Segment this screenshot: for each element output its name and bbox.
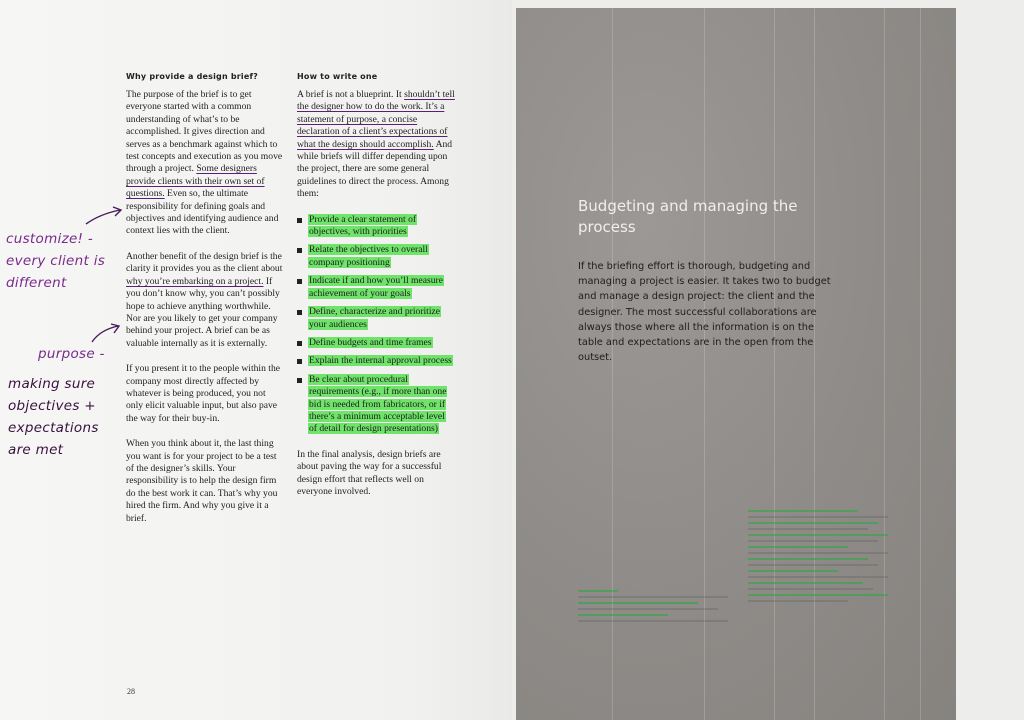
col1-heading: Why provide a design brief?	[126, 72, 258, 81]
page-number: 28	[127, 687, 135, 696]
col1-paragraph-4: When you think about it, the last thing you want is for your project to be a test of the designer’s skills. Your responsibility is to help the design firm do the best work it can. That’s why you hired the firm. And why you give it a brief.	[126, 438, 278, 524]
bleed-through-text	[748, 510, 898, 606]
list-item: Explain the internal approval process	[297, 355, 455, 367]
underlined-phrase: shouldn’t tell the designer how to do the work. It’s a statement of purpose, a concise declaration of a client’s expectations of what the design should accomplish.	[297, 89, 455, 150]
col1-paragraph-1: The purpose of the brief is to get everyone started with a common understanding of what’s to be accomplished. It gives direction and serves as a benchmark against which to test concepts and execution as you move through a project. Some designers provide clients with their own set of questions. Even so, the ultimate responsibility for defining goals and objectives and identifying audience and context lies with the client.	[126, 89, 283, 237]
arrow-icon	[82, 204, 126, 226]
list-item: Provide a clear statement of objectives, with priorities	[297, 214, 455, 239]
list-item: Relate the objectives to overall company positioning	[297, 244, 455, 269]
bleed-through-text	[578, 590, 738, 626]
list-item: Define budgets and time frames	[297, 337, 455, 349]
underlined-phrase: Some designers provide clients with their own set of questions.	[126, 163, 265, 200]
handwritten-note-objectives: making sure objectives + expectations are met	[8, 376, 99, 458]
guidelines-list	[297, 214, 455, 436]
col1-text	[126, 89, 284, 538]
col2-text	[297, 89, 455, 511]
list-item: Be clear about procedural requirements (e.g., if more than one bid is needed from fabricators, or if there’s a minimum acceptable level of detail for design presentations)	[297, 374, 455, 436]
col1-paragraph-3: If you present it to the people within the company most directly affected by whatever is being produced, you not only elicit valuable input, but also pave the way for their buy-in.	[126, 363, 280, 424]
col1-paragraph-2: Another benefit of the design brief is the clarity it provides you as the client about why you’re embarking on a project. If you don’t know why, you can’t possibly hope to achieve anything worthwhile. Nor are you likely to get your company behind your project. A brief can be as valuable internally as it is externally.	[126, 250, 283, 349]
col2-paragraph-2: In the final analysis, design briefs are about paving the way for a successful design effort that reflects well on everyone involved.	[297, 448, 442, 497]
col2-heading: How to write one	[297, 72, 378, 81]
section-title: Budgeting and managing the process	[578, 197, 798, 236]
list-item: Define, characterize and prioritize your audiences	[297, 306, 455, 331]
handwritten-note-purpose: purpose -	[38, 346, 105, 362]
list-item: Indicate if and how you’ll measure achievement of your goals	[297, 275, 455, 300]
section-body: If the briefing effort is thorough, budgeting and managing a project is easier. It takes two to budget and manage a design project: the client and the designer. The most successful collaborations are always those where all the information is on the table and expectations are in the open from the outset.	[578, 261, 831, 364]
underlined-phrase: why you’re embarking on a project.	[126, 275, 264, 287]
handwritten-note-customize: customize! - every client is different	[6, 231, 106, 291]
col2-paragraph-1: A brief is not a blueprint. It shouldn’t tell the designer how to do the work. It’s a statement of purpose, a concise declaration of a client’s expectations of what the design should accomplish. And while briefs will differ depending upon the project, there are some general guidelines to direct the process. Among them:	[297, 89, 455, 200]
